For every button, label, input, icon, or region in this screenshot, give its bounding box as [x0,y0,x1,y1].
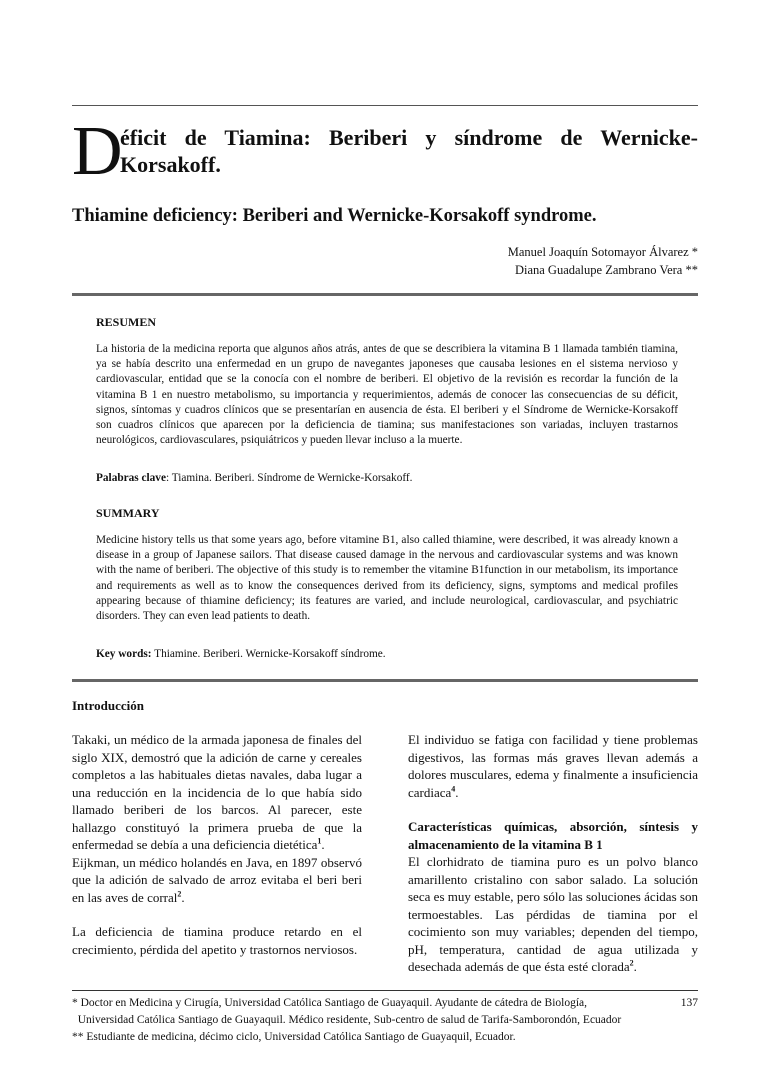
title-text: éficit de Tiamina: Beriberi y síndrome de Wernicke-Korsakoff. [120,125,698,177]
section-heading-introduccion: Introducción [72,698,144,713]
subsection-heading: Características químicas, absorción, síntesis y almacenamiento de la vitamina B 1 [408,819,698,852]
top-rule [72,105,698,106]
english-title: Thiamine deficiency: Beriberi and Wernicke-Korsakoff syndrome. [72,206,597,226]
keywords-text: : Tiamina. Beriberi. Síndrome de Wernicke-Korsakoff. [165,472,413,484]
footnotes [72,995,698,1046]
paragraph: La deficiencia de tiamina produce retardo en el crecimiento, pérdida del apetito y trastornos nerviosos. [72,924,362,957]
article-title [72,113,698,190]
paragraph: Eijkman, un médico holandés en Java, en 1897 observó que la adición de salvado de arroz evitaba el beri beri en las aves de corral$^2$. [72,854,362,905]
footnote-2: ** Estudiante de medicina, décimo ciclo, Universidad Católica Santiago de Guayaquil, Ecuador. [72,1031,516,1043]
abstract-top-rule [72,293,698,296]
summary-keywords [96,647,678,662]
resumen-heading: RESUMEN [96,315,157,329]
author-1: Manuel Joaquín Sotomayor Álvarez * [507,245,698,259]
dropcap-letter: D [72,113,123,190]
footnote-rule [72,990,698,991]
paragraph: El individuo se fatiga con facilidad y tiene problemas digestivos, las formas más graves llevan además a dolores musculares, edema y finalmente a insuficiencia cardiaca$^4$. [408,732,698,800]
author-2: Diana Guadalupe Zambrano Vera ** [514,263,698,277]
paragraph: Takaki, un médico de la armada japonesa de finales del siglo XIX, demostró que la adición de carne y cereales completos a las habituales dietas navales, daba lugar a una reducción en la incidencia de lo que había sido llamado beriberi de los barcos. Al parecer, este hallazgo constituyó la primera prueba de que la enfermedad se debía a una deficiencia dietética$^1$. [72,732,362,852]
page-number: 137 [680,997,698,1009]
resumen-body: La historia de la medicina reporta que algunos años atrás, antes de que se describiera la vitamina B 1 llamada también tiamina, ya se había descrito una enfermedad en un grupo de navegantes japoneses que causaba lesiones en el sistema nervioso y cardiovascular, entidad que se la conocía con el nombre de beriberi. El objetivo de la revisión es recordar la función de la vitamina B 1 en nuestro metabolismo, su importancia y requerimientos, además de conocer las consecuencias de su déficit, signos, síntomas y cuadros clínicos que se presentarían en ausencia de ésta. El beriberi y el Síndrome de Wernicke-Korsakoff son cuadros clínicos que aparecen por la deficiencia de tiamina; sus manifestaciones son variadas, incluyen trastarnos neurológicos, cardiovasculares, psiquiátricos y pueden llevar incluso a la muerte. [96,343,678,447]
left-column [72,731,362,958]
resumen-keywords [96,471,678,486]
keywords-label-en: Key words: [96,648,152,660]
footnote-1-cont: Universidad Católica Santiago de Guayaquil. Médico residente, Sub-centro de salud de Tarifa-Samborondón, Ecuador [72,1014,622,1026]
footnote-1: * Doctor en Medicina y Cirugía, Universidad Católica Santiago de Guayaquil. Ayudante de cátedra de Biología, 137 [72,995,698,1012]
right-column [408,731,698,976]
summary-body: Medicine history tells us that some years ago, before vitamine B1, also called thiamine, were described, it was already known a disease in a group of Japanese sailors. That disease caused damage in the nervous and cardiovascular systems and was known with the name of beriberi. The objective of this study is to remember the vitamine B1function in our metabolism, its importance and requirements as well as to know the consequences derived from its deficiency, signs, symptoms and medical profiles appearing because of thiamine deficiency; its features are varied, and include neurological, cardiovascular, and psychiatric disorders. They can even lead patients to death. [96,534,678,623]
abstract-bottom-rule [72,679,698,682]
keywords-text-en: Thiamine. Beriberi. Wernicke-Korsakoff síndrome. [151,648,386,660]
summary-heading: SUMMARY [96,506,160,520]
keywords-label: Palabras clave [96,472,166,484]
paragraph: El clorhidrato de tiamina puro es un polvo blanco amarillento cristalino con sabor salado. La solución seca es muy estable, pero sólo las soluciones ácidas son termoestables. Las pérdidas de tiamina por el cocimiento son muy variables; dependen del tiempo, pH, temperatura, cantidad de agua utilizada y desechada además de que ésta esté clorada$^2$. [408,854,698,974]
authors [508,243,698,279]
